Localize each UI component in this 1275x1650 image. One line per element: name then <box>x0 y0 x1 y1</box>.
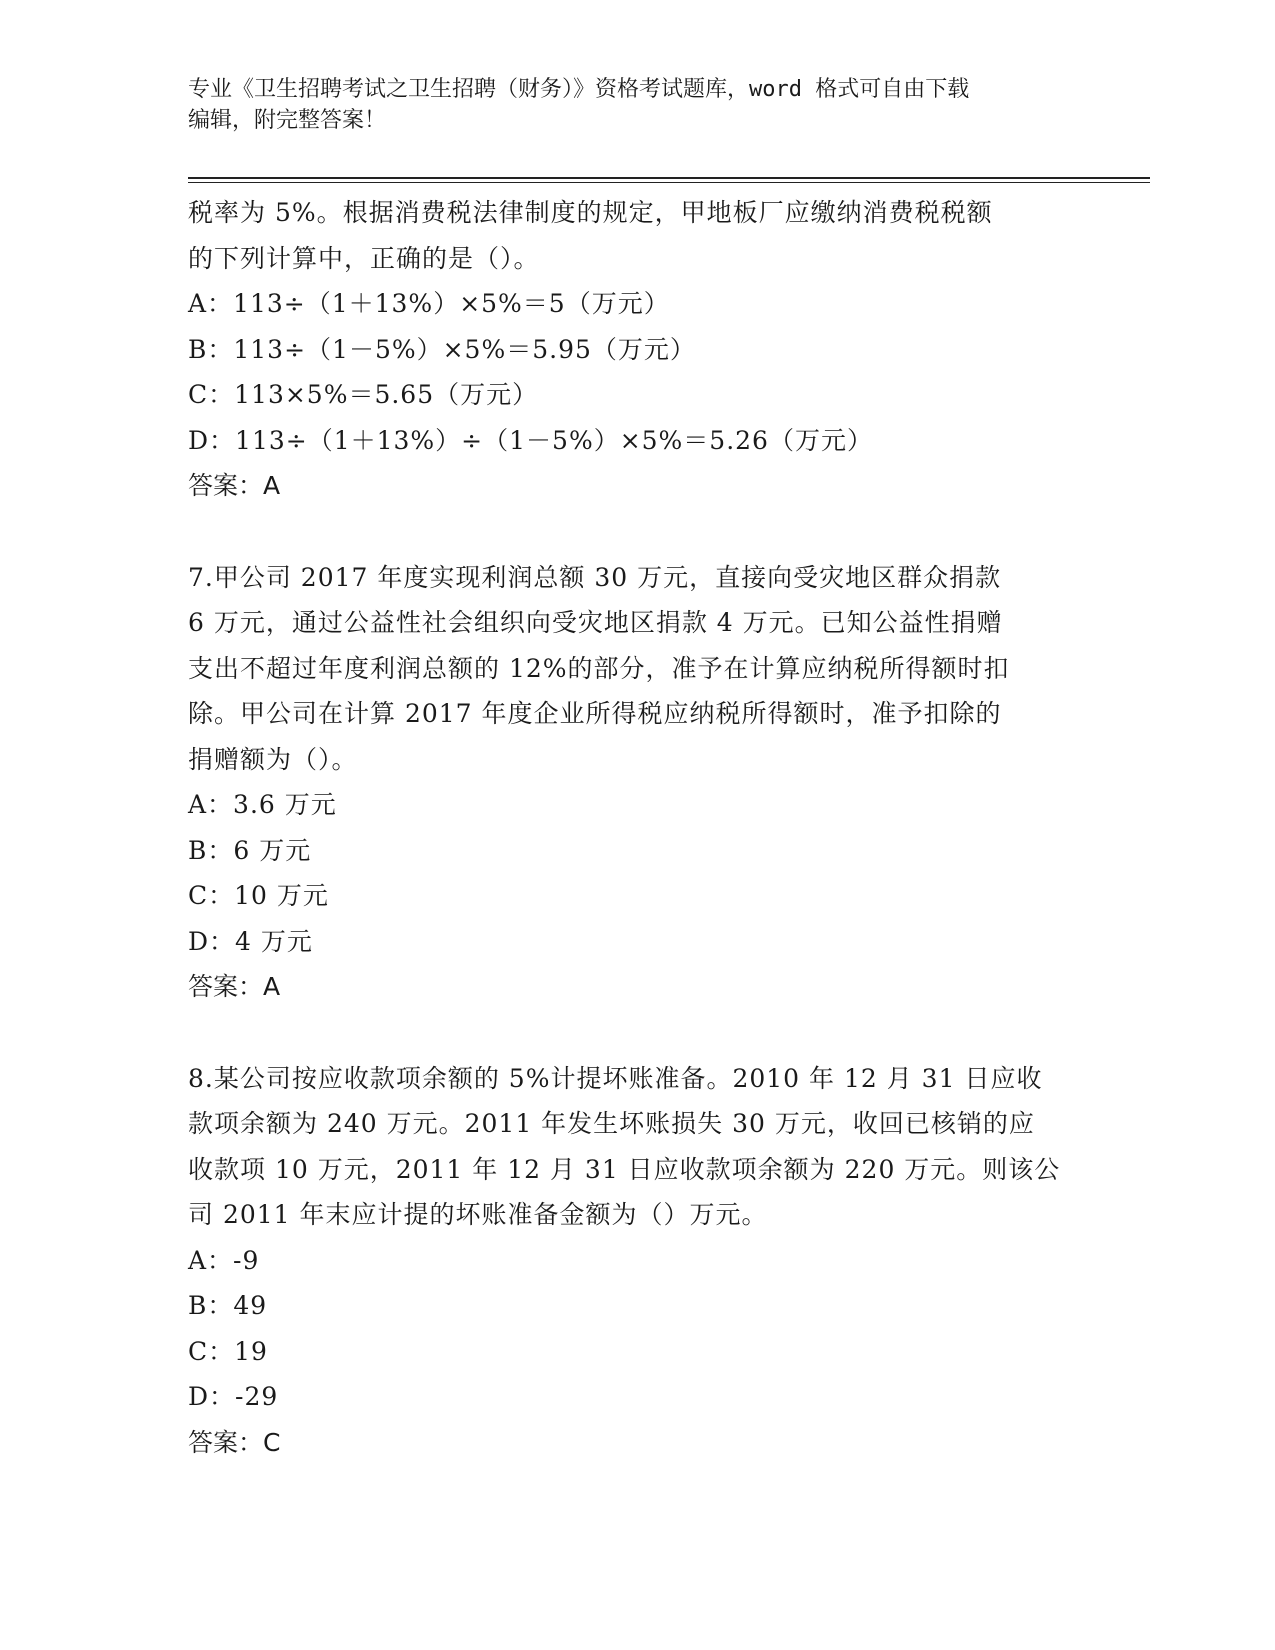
option-c: C：19 <box>188 1336 268 1366</box>
answer-line: 答案：A <box>188 471 281 500</box>
option-a: A：-9 <box>188 1245 260 1275</box>
page-header <box>188 74 1068 136</box>
question-7 <box>188 555 1078 1010</box>
question-8 <box>188 1056 1078 1466</box>
option-c: C：10 万元 <box>188 881 329 910</box>
question-stem-line: 支出不超过年度利润总额的 12%的部分，准予在计算应纳税所得额时扣 <box>188 653 1010 683</box>
option-b: B：49 <box>188 1291 268 1320</box>
question-stem-line: 税率为 5%。根据消费税法律制度的规定，甲地板厂应缴纳消费税税额 <box>188 198 993 227</box>
answer-line: 答案：A <box>188 972 281 1001</box>
option-a: A：113÷（1＋13%）×5%＝5（万元） <box>188 289 670 318</box>
spacer <box>188 509 1078 555</box>
question-stem-line: 收款项 10 万元，2011 年 12 月 31 日应收款项余额为 220 万元。则该公 <box>188 1154 1061 1184</box>
option-a: A：3.6 万元 <box>188 790 337 819</box>
question-stem-line: 司 2011 年末应计提的坏账准备金额为（）万元。 <box>188 1200 768 1229</box>
header-divider-thin <box>188 182 1150 183</box>
spacer <box>188 1010 1078 1056</box>
question-stem-line: 除。甲公司在计算 2017 年度企业所得税应纳税所得额时，准予扣除的 <box>188 699 1002 728</box>
document-body <box>188 190 1078 1465</box>
question-stem-line: 捐赠额为（）。 <box>188 744 358 774</box>
question-stem-line: 8.某公司按应收款项余额的 5%计提坏账准备。2010 年 12 月 31 日应收 <box>188 1063 1043 1093</box>
option-b: B：6 万元 <box>188 835 312 865</box>
option-d: D：113÷（1＋13%）÷（1－5%）×5%＝5.26（万元） <box>188 425 873 455</box>
header-line: 专业《卫生招聘考试之卫生招聘（财务）》资格考试题库，word 格式可自由下载 <box>188 77 970 102</box>
header-divider <box>188 177 1150 179</box>
option-d: D：4 万元 <box>188 926 313 956</box>
option-d: D：-29 <box>188 1382 279 1411</box>
question-6 <box>188 190 1078 509</box>
header-line: 编辑，附完整答案！ <box>188 108 387 133</box>
question-stem-line: 款项余额为 240 万元。2011 年发生坏账损失 30 万元，收回已核销的应 <box>188 1109 1035 1138</box>
question-stem-line: 6 万元，通过公益性社会组织向受灾地区捐款 4 万元。已知公益性捐赠 <box>188 608 1003 637</box>
option-b: B：113÷（1－5%）×5%＝5.95（万元） <box>188 334 696 364</box>
answer-line: 答案：C <box>188 1427 281 1457</box>
option-c: C：113×5%＝5.65（万元） <box>188 380 539 409</box>
question-stem-line: 的下列计算中，正确的是（）。 <box>188 243 540 273</box>
question-stem-line: 7.甲公司 2017 年度实现利润总额 30 万元，直接向受灾地区群众捐款 <box>188 562 1002 592</box>
